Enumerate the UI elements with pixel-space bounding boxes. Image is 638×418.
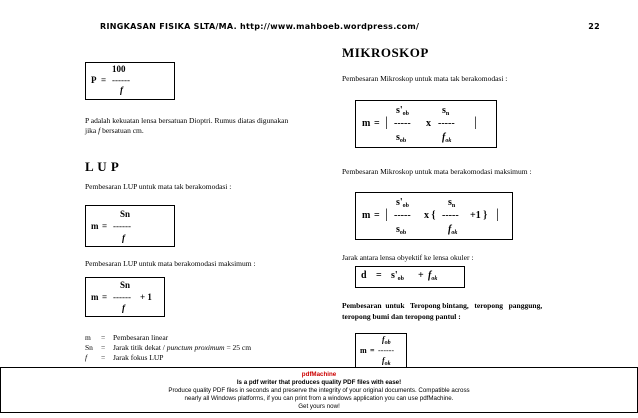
lup-max-plus-one: + 1: [140, 292, 152, 302]
power-numerator: 100: [112, 64, 126, 74]
mm-den2: $f_{ok}$: [448, 224, 458, 236]
mm-times: x {: [424, 210, 436, 221]
distance-plus: +: [418, 270, 424, 281]
lup-relaxed-dash: ------: [113, 221, 131, 231]
distance-b: $f_{ok}$: [428, 270, 438, 282]
telescope-caption: [342, 300, 542, 322]
lup-heading: L U P: [85, 159, 120, 174]
power-denominator: f: [120, 85, 123, 95]
power-lhs: P: [91, 75, 97, 85]
header-title: RINGKASAN FISIKA SLTA/MA. http://www.mahboeb.wordpress.com/: [100, 22, 420, 31]
power-note: [85, 116, 288, 136]
mikroskop-heading: MIKROSKOP: [342, 45, 429, 60]
distance-eq: =: [376, 270, 382, 281]
mm-den1: $s_{ob}$: [396, 224, 407, 236]
mikroskop-max-caption: Pembesaran Mikroskop untuk mata berakomodasi maksimum :: [342, 167, 532, 176]
mr-num2: $s_n$: [442, 105, 450, 117]
mr-eq: =: [374, 118, 380, 129]
footer-brand: pdfMachine: [301, 371, 337, 378]
footer-tagline: Is a pdf writer that produces quality PDF files with ease!: [236, 379, 402, 386]
lup-relaxed-denominator: f: [122, 233, 125, 243]
distance-lhs: d: [361, 270, 367, 281]
telescope-caption-line1: Pembesaran untuk Teropong bintang, teropong panggung,: [342, 301, 543, 310]
lup-max-dash: ------: [113, 292, 131, 302]
telescope-den: $f_{ok}$: [382, 356, 391, 367]
lup-relaxed-caption: Pembesaran LUP untuk mata tak berakomodasi :: [85, 182, 232, 191]
mm-lhs: m: [362, 210, 371, 221]
mr-dash2: -----: [438, 118, 455, 129]
footer-line2: nearly all Windows platforms, if you can print from a windows application you can use pdfMachine.: [184, 395, 454, 402]
telescope-dash: ------: [378, 346, 394, 355]
lup-relaxed-eq: =: [102, 221, 108, 231]
mr-dash1: -----: [394, 118, 411, 129]
pdfmachine-footer: [0, 367, 638, 413]
mm-bar-right: |: [496, 207, 499, 222]
mikroskop-relaxed-formula-box: [355, 100, 497, 148]
lup-max-lhs: m: [91, 292, 99, 302]
mr-lhs: m: [362, 118, 371, 129]
lup-relaxed-formula-box: [85, 205, 175, 247]
telescope-eq: =: [370, 346, 375, 355]
power-note-line1: P adalah kekuatan lensa bersatuan Dioptri. Rumus diatas digunakan: [85, 116, 289, 125]
mr-bar-left: |: [385, 115, 388, 130]
telescope-caption-line2: teropong bumi dan teropong pantul :: [342, 312, 461, 321]
lup-relaxed-numerator: Sn: [120, 209, 131, 219]
power-eq: =: [101, 75, 107, 85]
mr-den1: $s_{ob}$: [396, 132, 407, 144]
mm-dash1: -----: [394, 210, 411, 221]
definition-m: m = Pembesaran linear: [85, 333, 169, 342]
mm-dash2: -----: [442, 210, 459, 221]
mm-bar-left: |: [385, 207, 388, 222]
mr-num1: $s'_{ob}$: [396, 105, 410, 117]
lup-max-formula-box: [85, 277, 165, 317]
mikroskop-max-formula-box: [355, 192, 513, 240]
telescope-lhs: m: [360, 346, 367, 355]
definition-list: [85, 333, 251, 363]
definition-sn: Sn = Jarak titik dekat / punctum proximum = 25 cm: [85, 343, 252, 352]
mr-bar-right: |: [474, 115, 477, 130]
page-number: 22: [588, 22, 600, 31]
lup-relaxed-lhs: m: [91, 221, 99, 231]
lup-max-eq: =: [102, 292, 108, 302]
mm-plus: +1 }: [470, 210, 488, 221]
lup-max-numerator: Sn: [120, 280, 131, 290]
power-dash: ------: [112, 75, 130, 85]
distance-formula-box: [355, 266, 465, 288]
footer-line1: Produce quality PDF files in seconds and preserve the integrity of your original documents. Compatible across: [168, 387, 470, 394]
lup-max-caption: Pembesaran LUP untuk mata berakomodasi maksimum :: [85, 259, 256, 268]
mm-num1: $s'_{ob}$: [396, 197, 410, 209]
mm-eq: =: [374, 210, 380, 221]
distance-a: $s'_{ob}$: [391, 270, 405, 282]
telescope-formula-box: [355, 333, 407, 369]
lup-max-denominator: f: [122, 303, 125, 313]
mr-den2: $f_{ok}$: [442, 132, 452, 144]
distance-caption: Jarak antara lensa obyektif ke lensa okuler :: [342, 253, 474, 262]
mr-times: x: [426, 118, 431, 129]
footer-line3[interactable]: Get yours now!: [298, 403, 340, 410]
definition-f: f = Jarak fokus LUP: [85, 353, 164, 362]
mm-num2: $s_n$: [448, 197, 456, 209]
telescope-num: $f_{ob}$: [382, 335, 391, 346]
page-header: [100, 22, 600, 36]
mikroskop-relaxed-caption: Pembesaran Mikroskop untuk mata tak berakomodasi :: [342, 74, 508, 83]
power-note-line2: jika f bersatuan cm.: [85, 126, 144, 135]
power-formula-box: [85, 62, 175, 100]
